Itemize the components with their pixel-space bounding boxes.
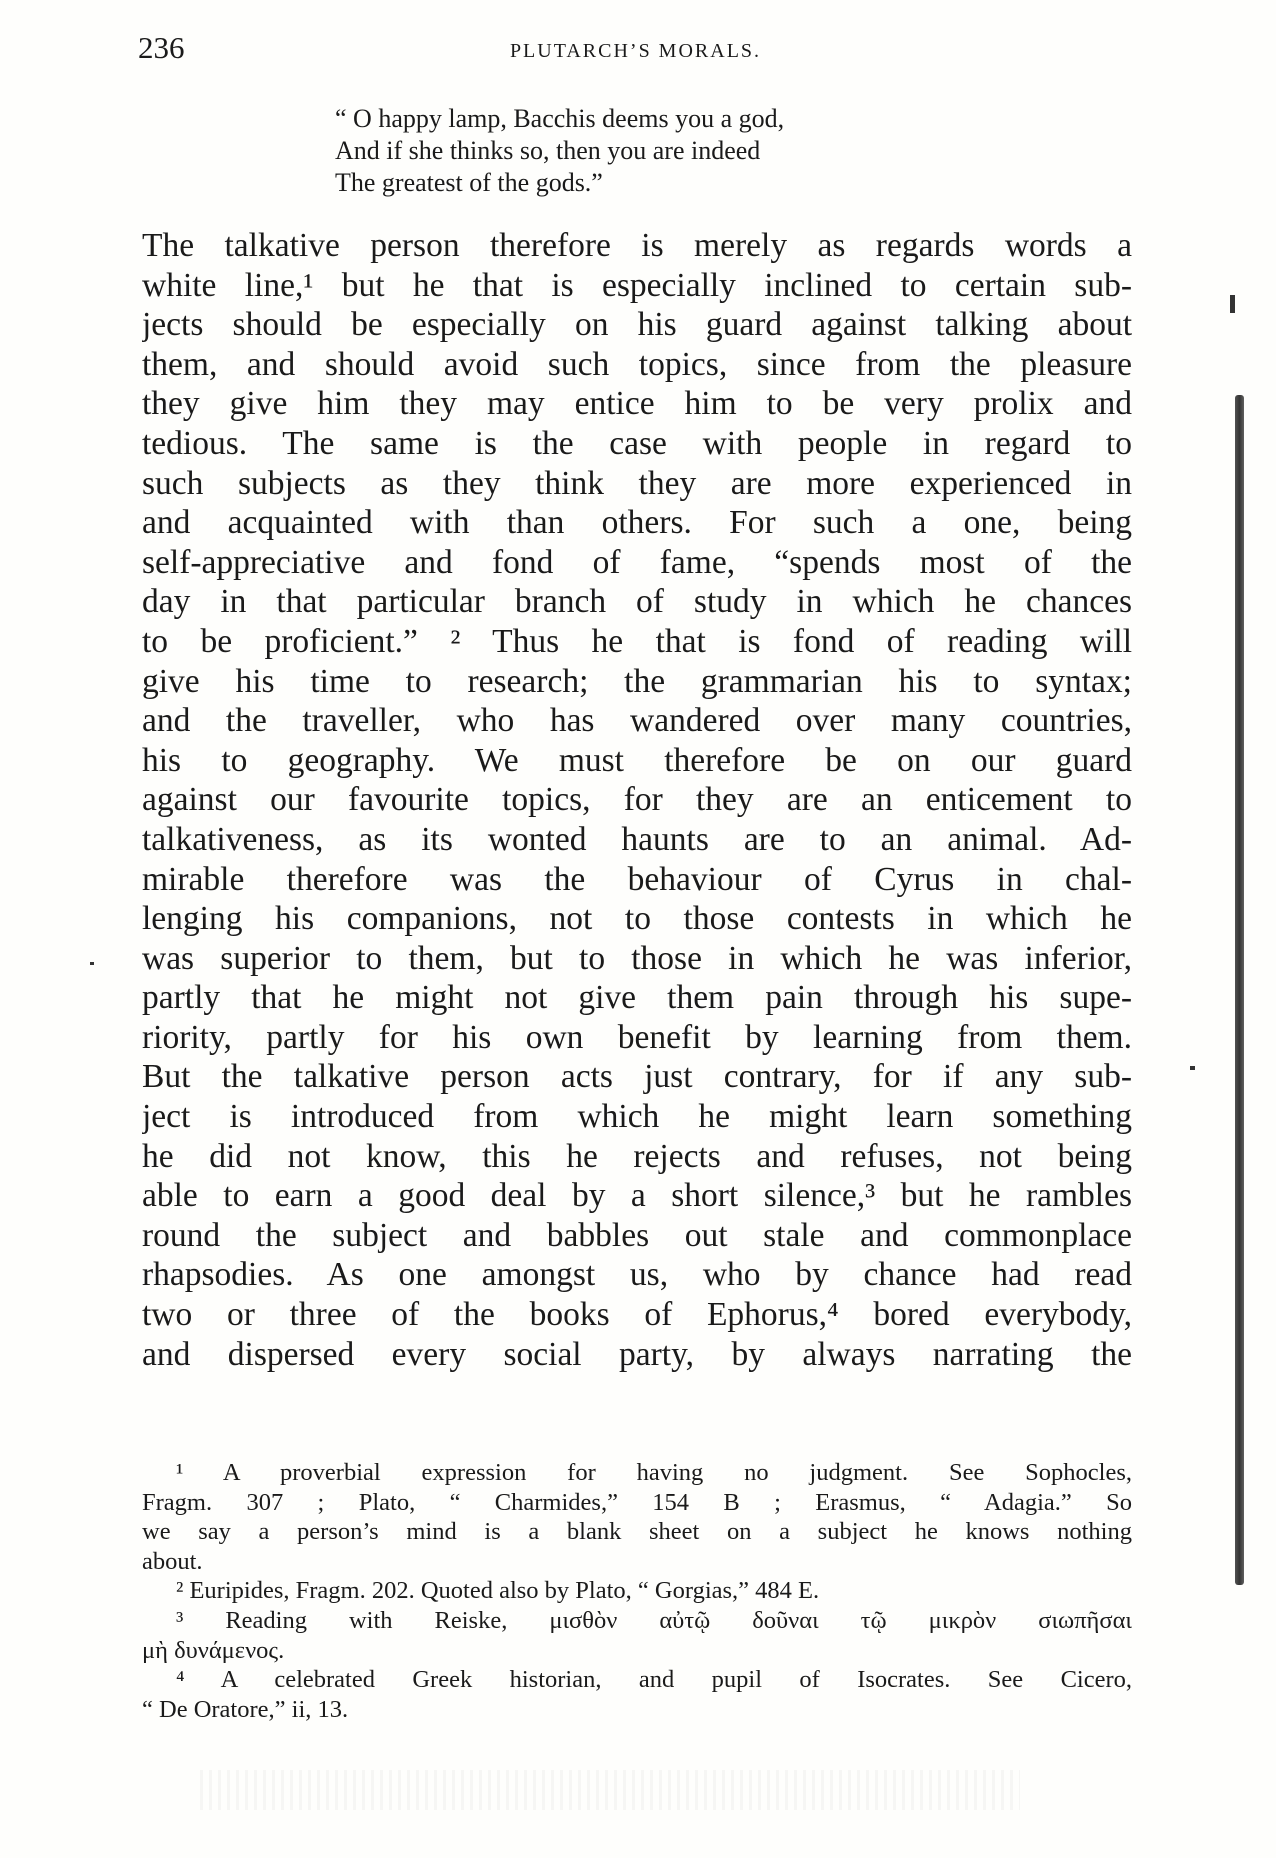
margin-mark <box>1190 1066 1195 1070</box>
text-line: self-appreciative and fond of fame, “spends most of the <box>142 543 1132 581</box>
text-line: two or three of the books of Ephorus,⁴ bored everybody, <box>142 1296 1132 1334</box>
text-line: and dispersed every social party, by always narrating the <box>142 1335 1132 1373</box>
footnote-line: Fragm. 307 ; Plato, “ Charmides,” 154 B ; Erasmus, “ Adagia.” So <box>142 1488 1132 1516</box>
verse-line: “ O happy lamp, Bacchis deems you a god, <box>335 104 785 133</box>
footnote-1 <box>142 1458 1132 1576</box>
text-line: and acquainted with than others. For such a one, being <box>142 504 1132 542</box>
text-line: they give him they may entice him to be very prolix and <box>142 385 1132 423</box>
text-line: But the talkative person acts just contrary, for if any sub- <box>142 1058 1132 1096</box>
text-line: and the traveller, who has wandered over many countries, <box>142 702 1132 740</box>
verse-line: The greatest of the gods.” <box>335 168 603 197</box>
text-line: them, and should avoid such topics, since from the pleasure <box>142 345 1132 383</box>
running-head: PLUTARCH’S MORALS. <box>509 40 762 62</box>
text-line: day in that particular branch of study in which he chances <box>142 583 1132 621</box>
margin-mark <box>1230 295 1235 313</box>
margin-mark <box>90 962 94 965</box>
text-line: rhapsodies. As one amongst us, who by chance had read <box>142 1256 1132 1294</box>
footnotes <box>142 1458 1132 1724</box>
text-line: talkativeness, as its wonted haunts are to an animal. Ad- <box>142 820 1132 858</box>
footnote-line: ² Euripides, Fragm. 202. Quoted also by Plato, “ Gorgias,” 484 E. <box>176 1577 820 1605</box>
text-line: mirable therefore was the behaviour of Cyrus in chal- <box>142 860 1132 898</box>
text-line: was superior to them, but to those in which he was inferior, <box>142 939 1132 977</box>
footnote-line: ³ Reading with Reiske, μισθὸν αὐτῷ δοῦναι τῷ μικρὸν σιωπῆσαι <box>176 1606 1132 1634</box>
page-header <box>138 30 1133 70</box>
text-line: his to geography. We must therefore be on our guard <box>142 741 1132 779</box>
footnote-line: ⁴ A celebrated Greek historian, and pupil of Isocrates. See Cicero, <box>176 1666 1132 1694</box>
footnote-3 <box>142 1606 1132 1665</box>
page-number: 236 <box>138 30 185 65</box>
text-line: such subjects as they think they are more experienced in <box>142 464 1132 502</box>
margin-scan-artifact <box>1235 395 1244 1585</box>
text-line: able to earn a good deal by a short silence,³ but he rambles <box>142 1177 1132 1215</box>
text-line: against our favourite topics, for they are an enticement to <box>142 781 1132 819</box>
body-paragraph <box>142 226 1132 1374</box>
text-line: lenging his companions, not to those contests in which he <box>142 900 1132 938</box>
text-line: white line,¹ but he that is especially inclined to certain sub- <box>142 266 1132 304</box>
verse-quotation <box>335 103 955 199</box>
footnote-line: μὴ δυνάμενος. <box>142 1636 285 1664</box>
footnote-line: ¹ A proverbial expression for having no judgment. See Sophocles, <box>176 1459 1132 1486</box>
footnote-2 <box>142 1576 1132 1606</box>
text-line: give his time to research; the grammarian his to syntax; <box>142 662 1132 700</box>
scan-speckle <box>200 1770 1020 1810</box>
text-line: tedious. The same is the case with people in regard to <box>142 424 1132 462</box>
verse-line: And if she thinks so, then you are indeed <box>335 136 761 165</box>
footnote-4 <box>142 1665 1132 1724</box>
footnote-line: about. <box>142 1547 203 1575</box>
text-line: jects should be especially on his guard against talking about <box>142 306 1132 344</box>
footnote-line: “ De Oratore,” ii, 13. <box>142 1695 349 1723</box>
text-line: The talkative person therefore is merely as regards words a <box>142 227 1132 264</box>
text-line: partly that he might not give them pain through his supe- <box>142 979 1132 1017</box>
text-line: round the subject and babbles out stale and commonplace <box>142 1216 1132 1254</box>
text-line: ject is introduced from which he might learn something <box>142 1098 1132 1136</box>
footnote-line: we say a person’s mind is a blank sheet on a subject he knows nothing <box>142 1518 1132 1546</box>
text-line: he did not know, this he rejects and refuses, not being <box>142 1137 1132 1175</box>
text-line: to be proficient.” ² Thus he that is fond of reading will <box>142 622 1132 660</box>
text-line: riority, partly for his own benefit by learning from them. <box>142 1018 1132 1056</box>
